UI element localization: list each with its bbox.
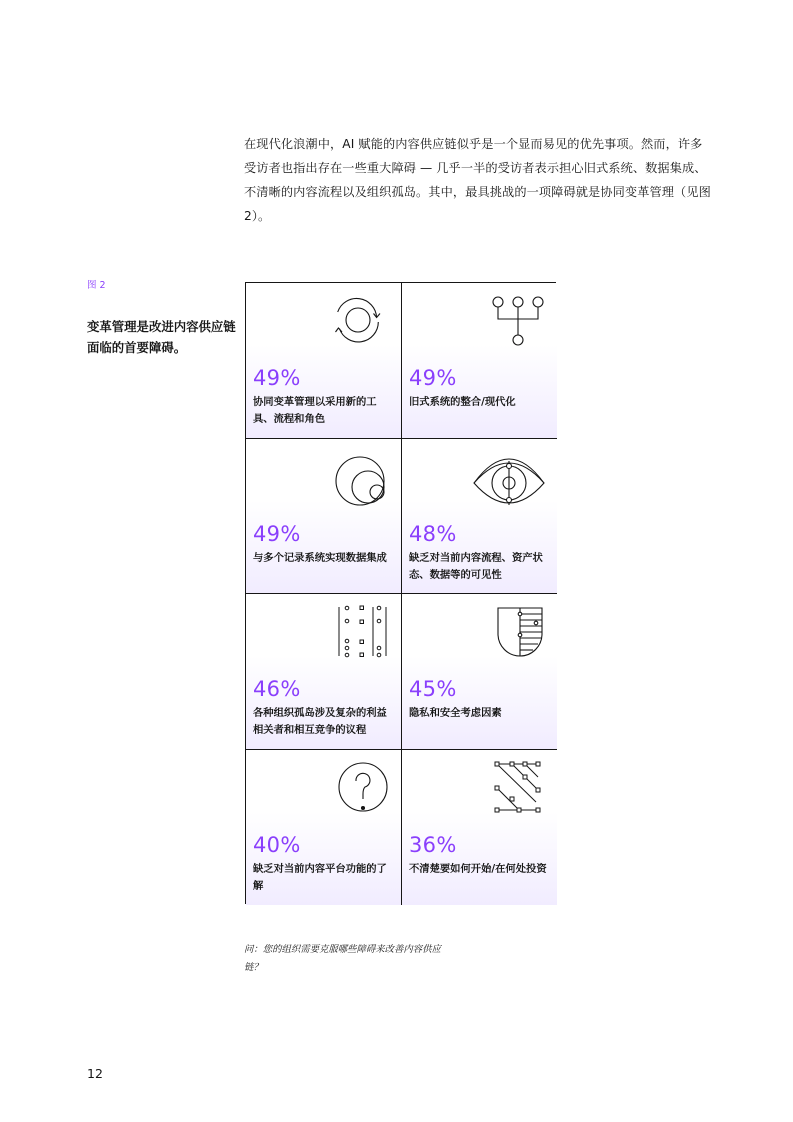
page-number: 12 [87, 1066, 103, 1081]
barrier-cell [246, 594, 402, 750]
figure-label: 图 2 [87, 280, 106, 291]
barrier-percent: 45% [409, 677, 457, 701]
barrier-percent: 49% [409, 366, 457, 390]
barrier-description: 不清楚要如何开始/在何处投资 [409, 862, 547, 875]
barrier-cell [246, 283, 402, 439]
barrier-cell [402, 283, 557, 439]
barrier-description: 旧式系统的整合/现代化 [409, 396, 516, 408]
barrier-grid [245, 282, 556, 904]
nested-circles-icon [246, 439, 402, 595]
barrier-cell [402, 594, 557, 750]
barrier-description: 协同变革管理以采用新的工具、流程和角色 [253, 396, 377, 425]
barrier-percent: 36% [409, 832, 457, 857]
figure-title: 变革管理是改进内容供应链面临的首要障碍。 [87, 319, 236, 355]
barrier-percent: 46% [253, 677, 301, 701]
barrier-percent: 49% [253, 366, 301, 390]
tree-network-icon [402, 283, 557, 439]
barrier-description: 缺乏对当前内容平台功能的了解 [253, 862, 387, 892]
survey-question: 问：您的组织需要克服哪些障碍来改善内容供应链？ [244, 944, 441, 973]
intro-paragraph: 在现代化浪潮中，AI 赋能的内容供应链似乎是一个显而易见的优先事项。然而，许多受访者也指出存在一些重大障碍 — 几乎一半的受访者表示担心旧式系统、数据集成、不清晰的内容流程以及组织孤岛。其中，最具挑战的一项障碍就是协同变革管理（见图 2）。 [244, 137, 711, 223]
barrier-cell [402, 750, 557, 906]
barrier-percent: 49% [253, 521, 301, 546]
barrier-percent: 48% [409, 521, 457, 546]
barrier-description: 隐私和安全考虑因素 [409, 707, 502, 719]
barrier-description: 缺乏对当前内容流程、资产状态、数据等的可见性 [409, 551, 543, 581]
barrier-cell [402, 439, 557, 595]
barrier-description: 与多个记录系统实现数据集成 [253, 551, 387, 564]
barrier-percent: 40% [253, 832, 301, 857]
barrier-cell [246, 750, 402, 906]
diagonal-paths-icon [402, 750, 557, 906]
barrier-description: 各种组织孤岛涉及复杂的利益相关者和相互竞争的议程 [253, 707, 387, 736]
barrier-cell [246, 439, 402, 595]
shield-icon [402, 594, 557, 750]
